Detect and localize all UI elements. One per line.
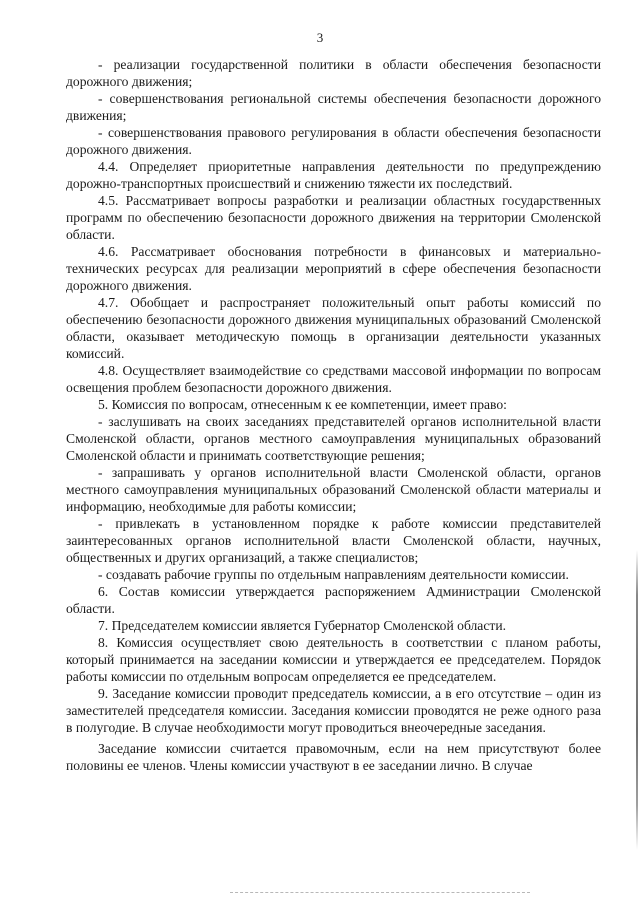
paragraph: 4.5. Рассматривает вопросы разработки и реализации областных государственных программ по обеспечению безопасности дорожного движения на территории Смоленской области. — [66, 193, 601, 242]
paragraph: Заседание комиссии считается правомочным, если на нем присутствуют более половины ее членов. Члены комиссии участвуют в ее заседании лично. В случае — [66, 741, 601, 773]
paragraph: 4.7. Обобщает и распространяет положительный опыт работы комиссий по обеспечению безопасности дорожного движения муниципальных образований Смоленской области, оказывает методическую помощь в организации деятельности указанных комиссий. — [66, 295, 601, 361]
page-number: 3 — [316, 30, 324, 45]
paragraph: - заслушивать на своих заседаниях представителей органов исполнительной власти Смоленской области, органов местного самоуправления муниципальных образований Смоленской области и принимать соответствующие решения; — [66, 414, 601, 463]
paragraph: 4.6. Рассматривает обоснования потребности в финансовых и материально-технических ресурсах для реализации мероприятий в сфере обеспечения безопасности дорожного движения. — [66, 244, 601, 293]
paragraph: 4.4. Определяет приоритетные направления деятельности по предупреждению дорожно-транспортных происшествий и снижению тяжести их последствий. — [66, 159, 601, 191]
paragraph: 5. Комиссия по вопросам, отнесенным к ее компетенции, имеет право: — [98, 397, 507, 412]
paragraph: 4.8. Осуществляет взаимодействие со средствами массовой информации по вопросам освещения проблем безопасности дорожного движения. — [66, 363, 601, 395]
document-body — [66, 56, 601, 774]
paragraph: 7. Председателем комиссии является Губернатор Смоленской области. — [98, 618, 506, 633]
paragraph: - запрашивать у органов исполнительной власти Смоленской области, органов местного самоуправления муниципальных образований Смоленской области материалы и информацию, необходимые для работы комиссии; — [66, 465, 601, 514]
paragraph: - реализации государственной политики в области обеспечения безопасности дорожного движения; — [66, 57, 601, 89]
paragraph: - совершенствования правового регулирования в области обеспечения безопасности дорожного движения. — [66, 125, 601, 157]
paragraph: - привлекать в установленном порядке к работе комиссии представителей заинтересованных органов исполнительной власти Смоленской области, научных, общественных и других организаций, а также специалистов; — [66, 516, 601, 565]
paragraph: 6. Состав комиссии утверждается распоряжением Администрации Смоленской области. — [66, 584, 601, 616]
paragraph: 9. Заседание комиссии проводит председатель комиссии, а в его отсутствие – один из заместителей председателя комиссии. Заседания комиссии проводятся не реже одного раза в полугодие. В случае необходимости могут проводиться внеочередные заседания. — [66, 686, 601, 735]
scan-bottom-artifact — [230, 891, 530, 893]
scan-edge-artifact — [636, 550, 638, 850]
paragraph: 8. Комиссия осуществляет свою деятельность в соответствии с планом работы, который принимается на заседании комиссии и утверждается ее председателем. Порядок работы комиссии по отдельным вопросам определяется ее председателем. — [66, 635, 601, 684]
paragraph: - создавать рабочие группы по отдельным направлениям деятельности комиссии. — [98, 567, 569, 582]
paragraph: - совершенствования региональной системы обеспечения безопасности дорожного движения; — [66, 91, 601, 123]
